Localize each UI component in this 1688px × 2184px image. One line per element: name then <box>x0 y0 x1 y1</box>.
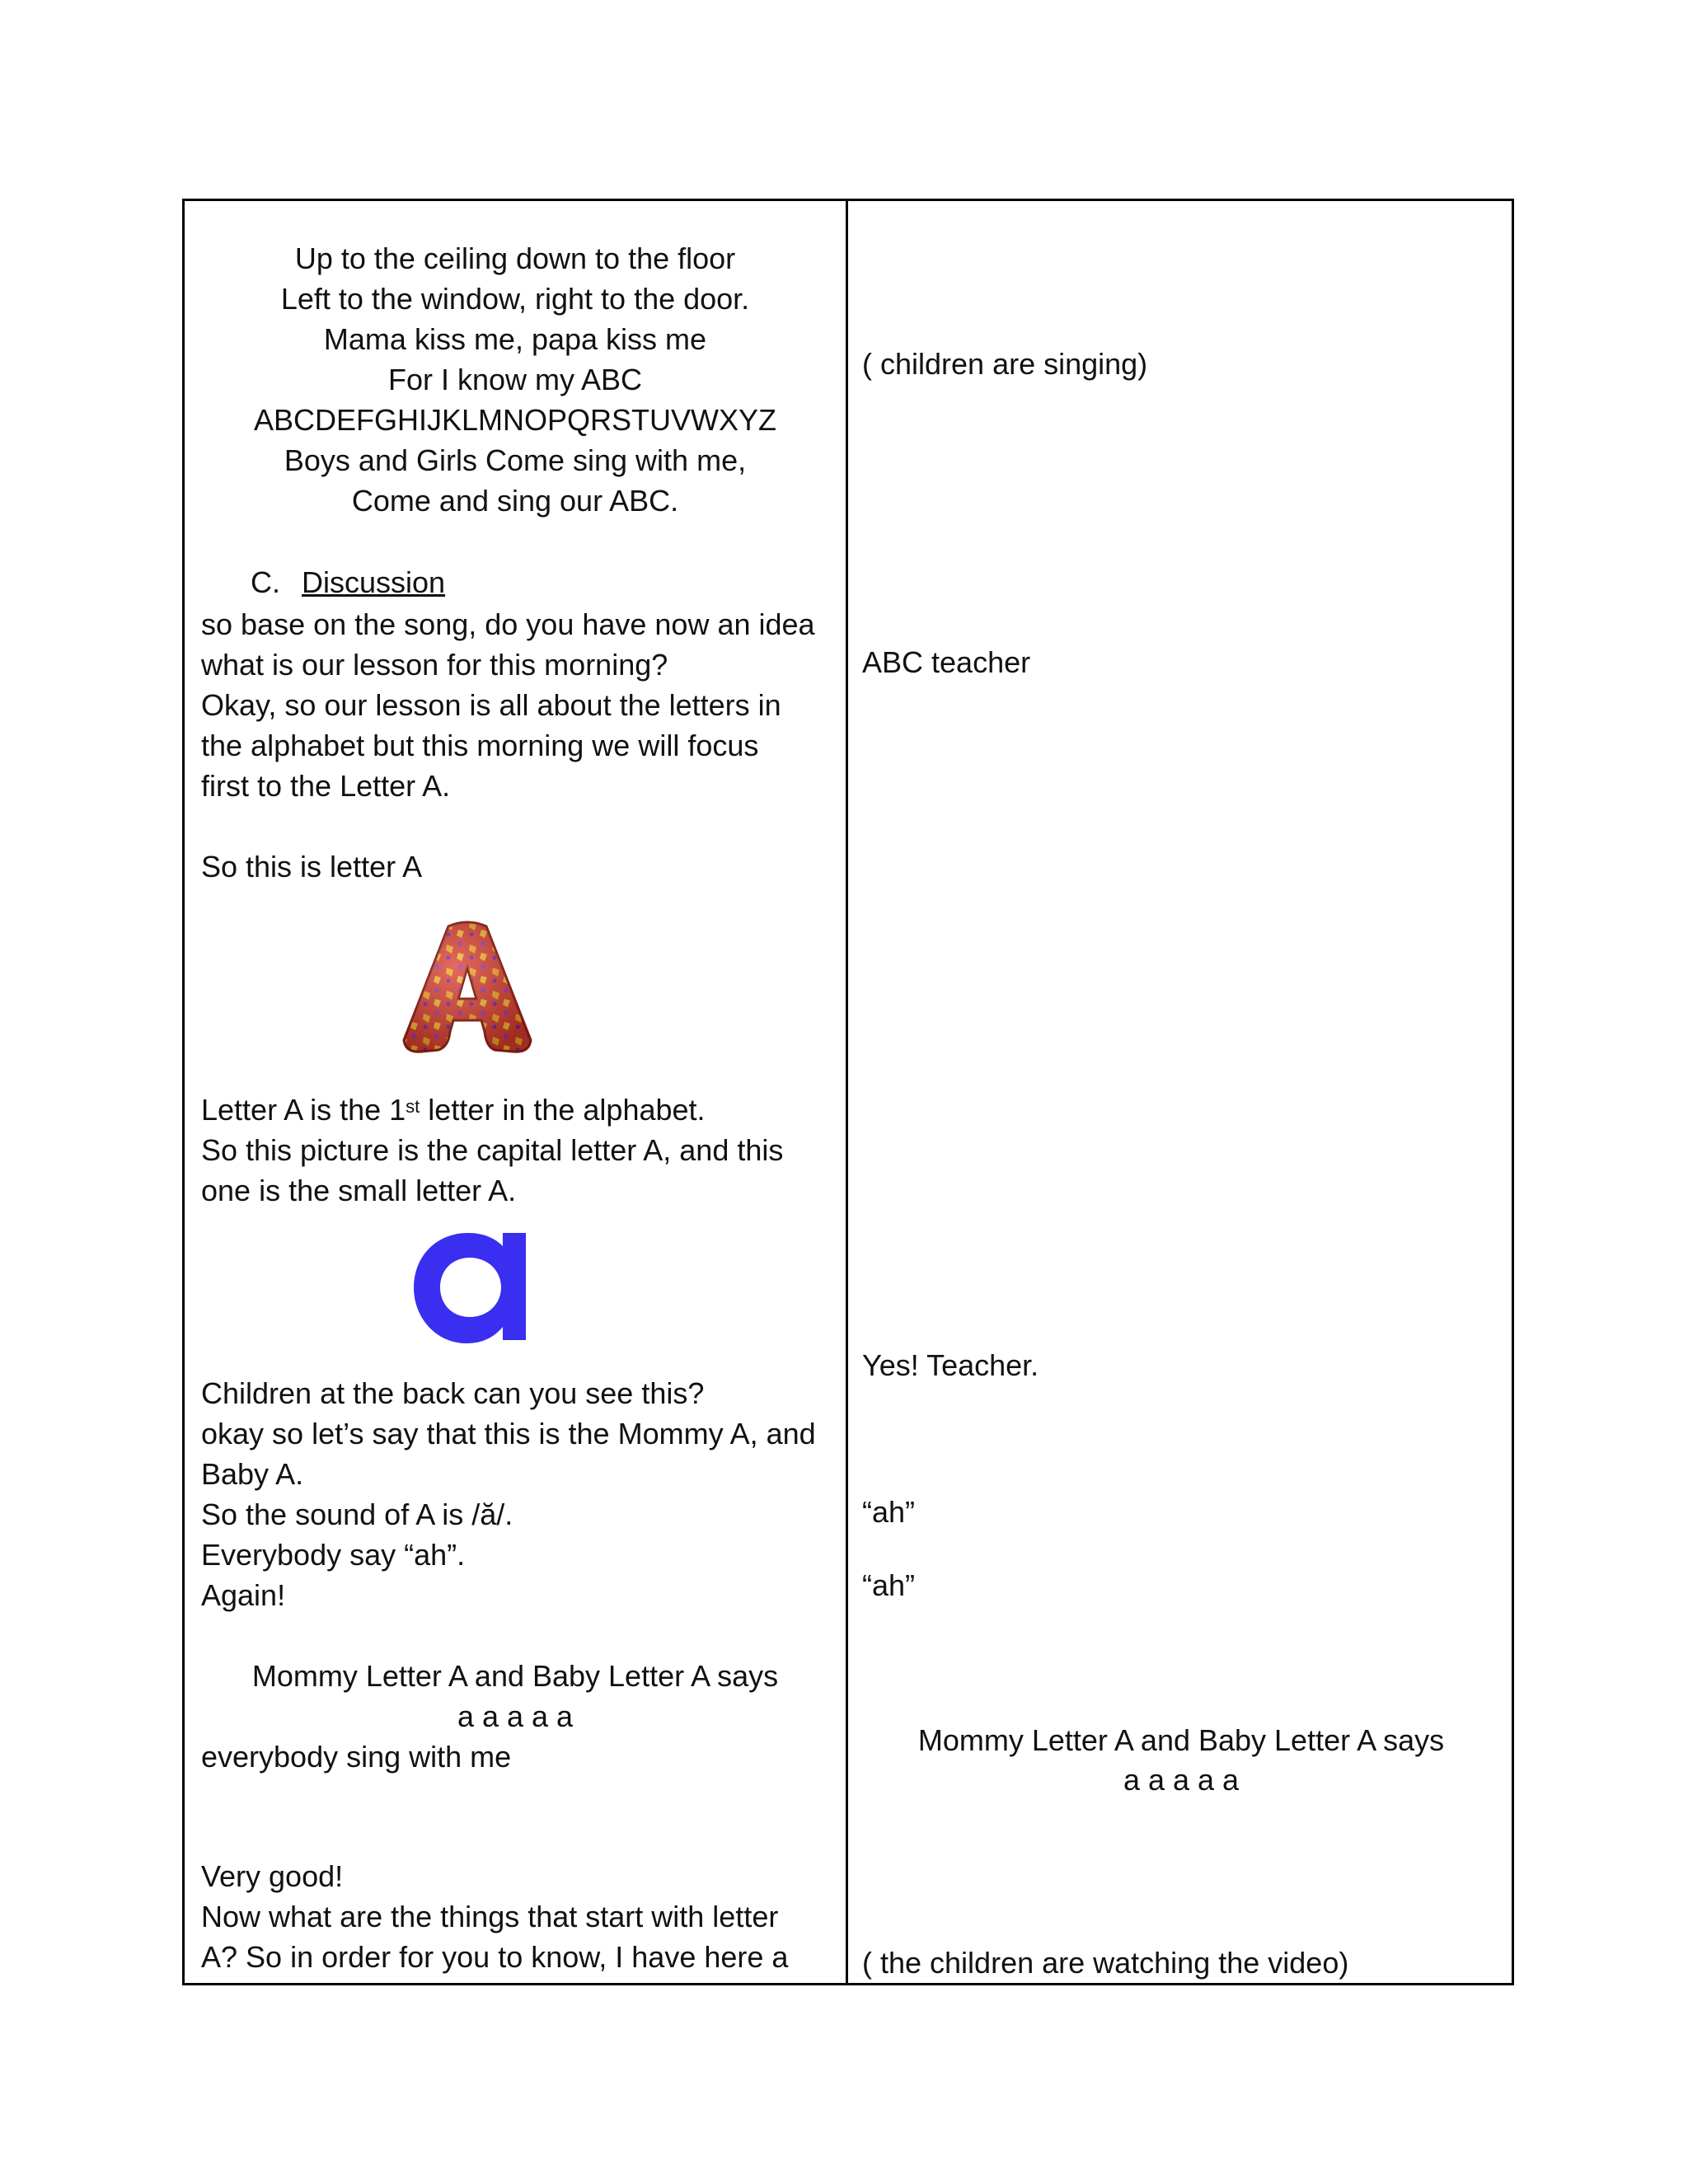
back-line: okay so let’s say that this is the Mommy A, and <box>201 1417 816 1451</box>
picture-line: So this picture is the capital letter A, and this <box>201 1133 784 1167</box>
final-line: Now what are the things that start with letter <box>201 1900 779 1933</box>
song-line: Up to the ceiling down to the floor <box>294 241 736 275</box>
lesson-plan-table <box>182 199 1514 1985</box>
first-letter-sup: st <box>406 1096 420 1117</box>
mommy-song-line: Mommy Letter A and Baby Letter A says <box>251 1659 779 1693</box>
back-line: Children at the back can you see this? <box>201 1376 705 1410</box>
song-line: Left to the window, right to the door. <box>280 282 750 316</box>
first-letter-pre: Letter A is the 1 <box>201 1093 406 1127</box>
song-line: Mama kiss me, papa kiss me <box>323 322 707 356</box>
first-letter-post: letter in the alphabet. <box>420 1093 706 1127</box>
this-is-letter-a: So this is letter A <box>201 850 423 883</box>
discussion-line: Okay, so our lesson is all about the letters in <box>201 688 781 722</box>
song-line: Boys and Girls Come sing with me, <box>284 443 747 477</box>
response-ah: “ah” <box>862 1495 916 1529</box>
response-mommy-song-line: a a a a a <box>1123 1763 1240 1797</box>
first-letter-line <box>201 1091 706 1129</box>
section-heading <box>251 564 445 602</box>
capital-letter-a-image <box>397 916 537 1057</box>
back-line: Everybody say “ah”. <box>201 1538 466 1572</box>
back-line: Baby A. <box>201 1457 304 1491</box>
response-watching: ( the children are watching the video) <box>862 1946 1349 1980</box>
discussion-line: the alphabet but this morning we will focus <box>201 729 759 762</box>
response-ah: “ah” <box>862 1568 916 1602</box>
small-letter-a-image <box>410 1228 529 1347</box>
final-line: Very good! <box>201 1859 344 1893</box>
back-line: So the sound of A is /ă/. <box>201 1497 513 1531</box>
discussion-line: first to the Letter A. <box>201 769 451 803</box>
response-abc-teacher: ABC teacher <box>862 645 1031 679</box>
response-yes-teacher: Yes! Teacher. <box>862 1348 1039 1382</box>
back-line: Again! <box>201 1578 286 1612</box>
section-letter: C. <box>251 565 280 599</box>
response-singing: ( children are singing) <box>862 347 1148 381</box>
discussion-line: so base on the song, do you have now an idea <box>201 607 815 641</box>
section-title: Discussion <box>302 565 446 599</box>
song-line: For I know my ABC <box>387 363 643 396</box>
column-divider <box>846 201 848 1983</box>
song-line: ABCDEFGHIJKLMNOPQRSTUVWXYZ <box>253 403 777 437</box>
song-line: Come and sing our ABC. <box>351 484 679 518</box>
discussion-line: what is our lesson for this morning? <box>201 648 668 682</box>
final-line: A? So in order for you to know, I have here a <box>201 1940 789 1974</box>
sing-with-me: everybody sing with me <box>201 1740 512 1774</box>
picture-line: one is the small letter A. <box>201 1174 517 1207</box>
response-mommy-song-line: Mommy Letter A and Baby Letter A says <box>917 1723 1445 1757</box>
mommy-song-line: a a a a a <box>457 1699 574 1733</box>
